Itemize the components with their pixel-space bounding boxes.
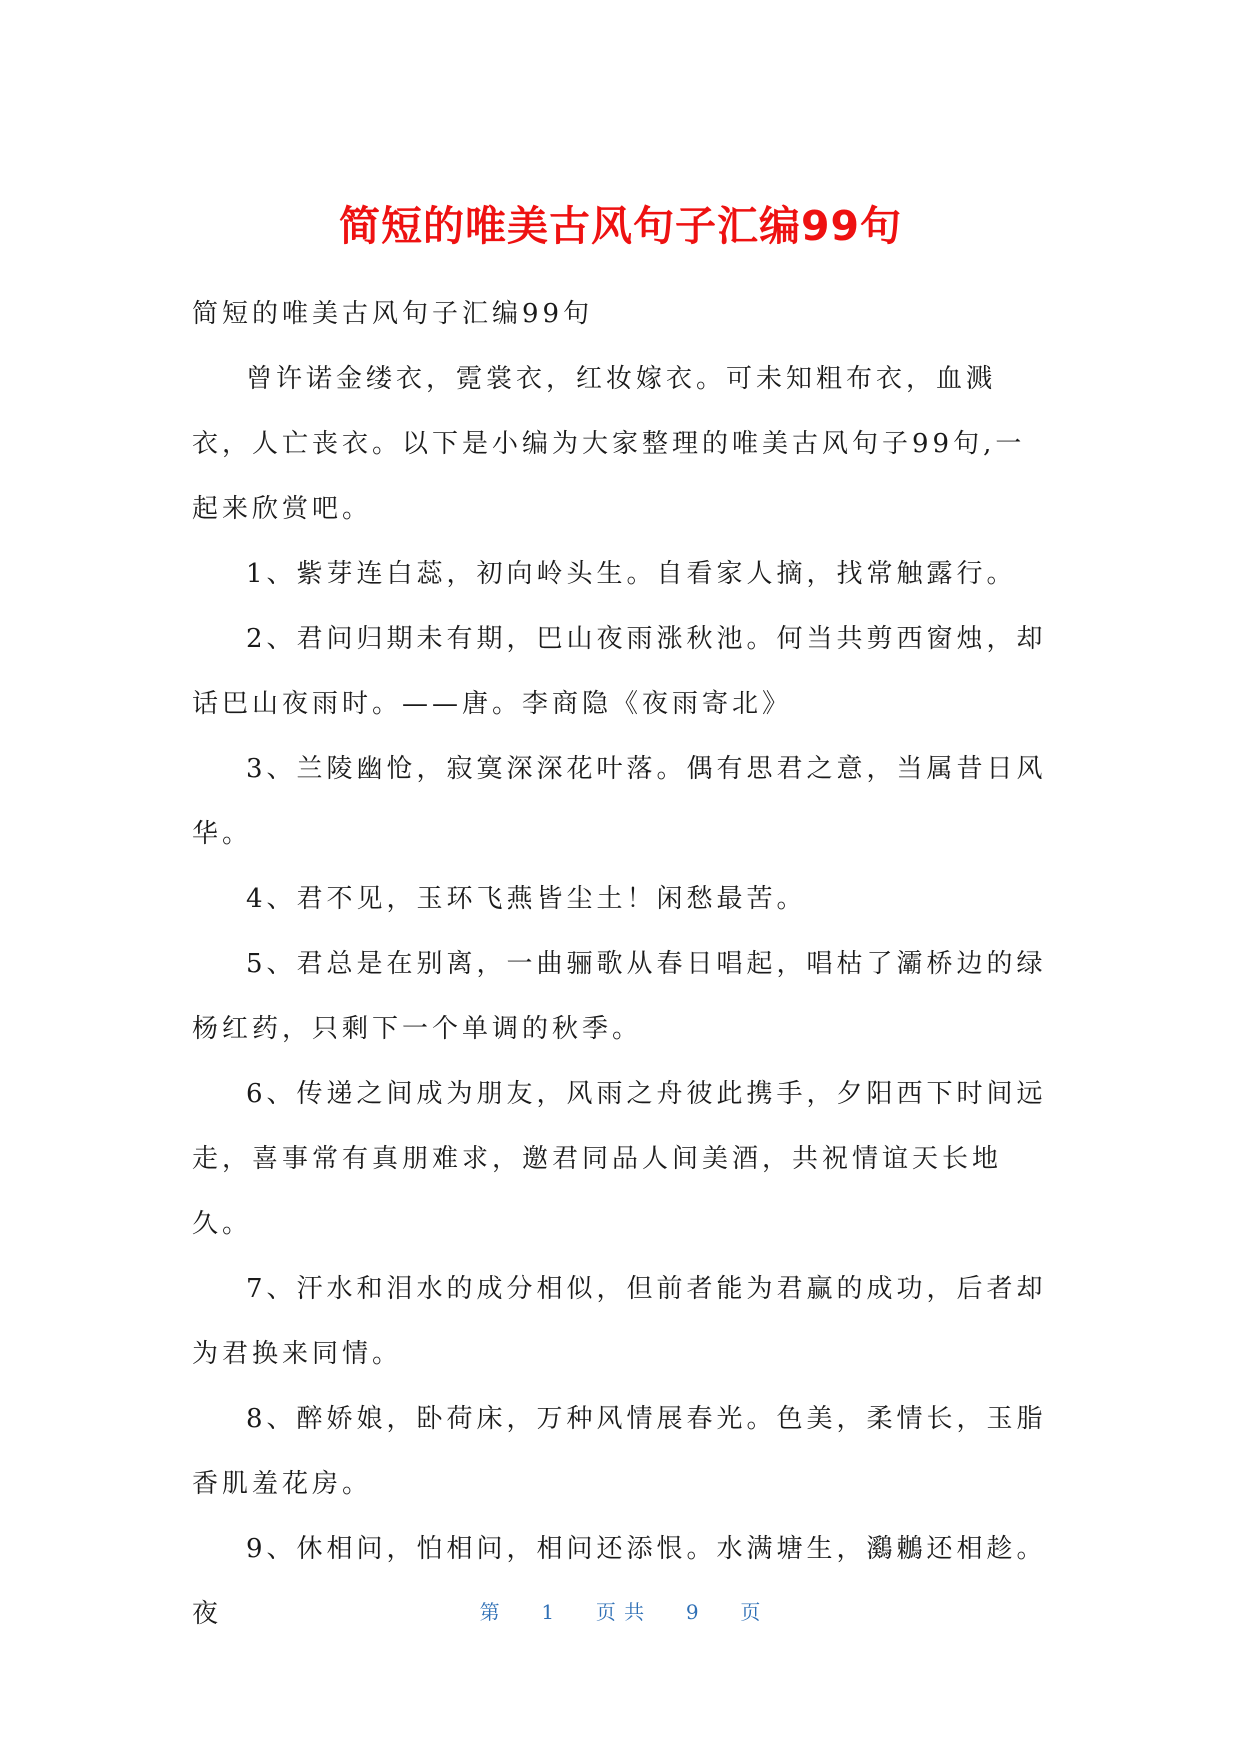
list-item: 9、休相问，怕相问，相问还添恨。水满塘生，鸂鶒还相趁。夜 xyxy=(192,1534,1047,1629)
footer-mid: 页 共 xyxy=(595,1600,646,1624)
document-subtitle: 简短的唯美古风句子汇编99句 xyxy=(192,299,594,329)
list-item: 5、君总是在别离，一曲骊歌从春日唱起，唱枯了灞桥边的绿杨红药，只剩下一个单调的秋季。 xyxy=(192,949,1047,1044)
document-title: 简短的唯美古风句子汇编99句 xyxy=(338,202,903,250)
list-item: 3、兰陵幽怆，寂寞深深花叶落。偶有思君之意，当属昔日风华。 xyxy=(192,754,1047,849)
list-item: 1、紫芽连白蕊，初向岭头生。自看家人摘，找常触露行。 xyxy=(246,559,1017,589)
current-page-number: 1 xyxy=(541,1600,556,1624)
intro-paragraph: 曾许诺金缕衣，霓裳衣，红妆嫁衣。可未知粗布衣，血溅衣，人亡丧衣。以下是小编为大家整理的唯美古风句子99句,一起来欣赏吧。 xyxy=(192,364,1026,524)
document-body xyxy=(192,282,1054,1647)
list-item: 8、醉娇娘，卧荷床，万种风情展春光。色美，柔情长，玉脂香肌羞花房。 xyxy=(192,1404,1047,1499)
total-pages-number: 9 xyxy=(685,1600,700,1624)
list-item: 4、君不见，玉环飞燕皆尘土！闲愁最苦。 xyxy=(246,884,807,914)
list-item: 6、传递之间成为朋友，风雨之舟彼此携手，夕阳西下时间远走，喜事常有真朋难求，邀君同品人间美酒，共祝情谊天长地久。 xyxy=(192,1079,1047,1239)
footer-prefix: 第 xyxy=(479,1600,501,1624)
list-item: 7、汗水和泪水的成分相似，但前者能为君赢的成功，后者却为君换来同情。 xyxy=(192,1274,1047,1369)
list-item: 2、君问归期未有期，巴山夜雨涨秋池。何当共剪西窗烛，却话巴山夜雨时。——唐。李商隐《夜雨寄北》 xyxy=(192,624,1047,719)
footer-suffix: 页 xyxy=(740,1600,762,1624)
page-footer xyxy=(0,1596,1241,1625)
